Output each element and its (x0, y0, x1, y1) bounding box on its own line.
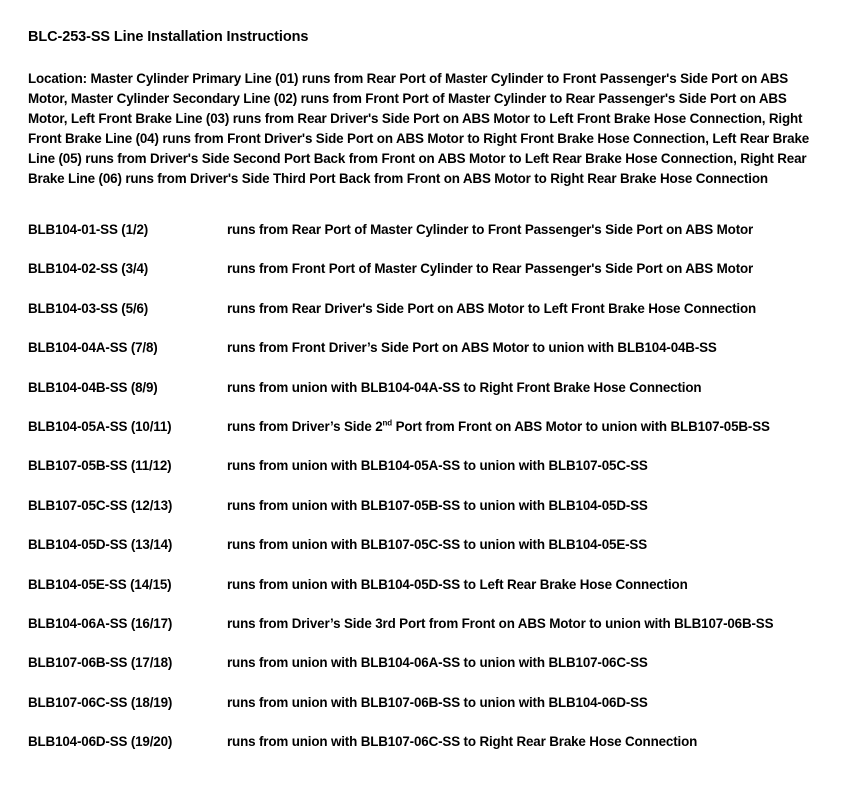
line-list (28, 220, 828, 771)
line-row (28, 417, 828, 456)
line-row (28, 535, 828, 574)
document-title: BLC-253-SS Line Installation Instructions (28, 29, 309, 45)
line-route: runs from union with BLB104-04A-SS to Right Front Brake Hose Connection (227, 379, 702, 395)
line-part-number: BLB107-05C-SS (12/13) (28, 497, 173, 513)
line-part-number: BLB104-05A-SS (10/11) (28, 418, 172, 434)
line-route: runs from Front Driver’s Side Port on ABS Motor to union with BLB104-04B-SS (227, 340, 717, 356)
line-part-number: BLB104-03-SS (5/6) (28, 300, 149, 316)
line-route: runs from Driver’s Side 3rd Port from Front on ABS Motor to union with BLB107-06B-SS (227, 615, 774, 631)
line-route: runs from Front Port of Master Cylinder to Rear Passenger's Side Port on ABS Motor (227, 261, 754, 277)
line-route: runs from Rear Driver's Side Port on ABS Motor to Left Front Brake Hose Connection (227, 300, 757, 316)
line-route: runs from Rear Port of Master Cylinder to Front Passenger's Side Port on ABS Motor (227, 222, 754, 237)
line-route: runs from union with BLB107-06B-SS to union with BLB104-06D-SS (227, 694, 648, 710)
line-row (28, 378, 828, 417)
line-row (28, 614, 828, 653)
line-route-ordinal-suffix: nd (382, 418, 392, 428)
line-part-number: BLB104-06A-SS (16/17) (28, 615, 173, 631)
line-part-number: BLB104-05E-SS (14/15) (28, 576, 172, 592)
line-route-end: Port from Front on ABS Motor to union with BLB107-05B-SS (392, 418, 770, 434)
document-page (28, 27, 828, 202)
line-part-number: BLB107-06C-SS (18/19) (28, 694, 173, 710)
line-part-number: BLB104-06D-SS (19/20) (28, 734, 173, 750)
line-row (28, 259, 828, 298)
line-part-number: BLB104-01-SS (1/2) (28, 222, 149, 237)
line-row (28, 456, 828, 495)
line-part-number: BLB104-02-SS (3/4) (28, 261, 149, 277)
line-route: runs from union with BLB104-05A-SS to union with BLB107-05C-SS (227, 458, 648, 474)
line-route-start: runs from Driver’s Side 2 (227, 418, 383, 434)
line-route: runs from union with BLB104-06A-SS to union with BLB107-06C-SS (227, 655, 648, 671)
line-route: runs from union with BLB104-05D-SS to Left Rear Brake Hose Connection (227, 576, 688, 592)
line-row (28, 693, 828, 732)
line-row (28, 653, 828, 692)
line-route: runs from union with BLB107-05C-SS to union with BLB104-05E-SS (227, 537, 647, 553)
line-part-number: BLB107-06B-SS (17/18) (28, 655, 173, 671)
line-row (28, 496, 828, 535)
line-route: runs from union with BLB107-06C-SS to Right Rear Brake Hose Connection (227, 734, 698, 750)
line-row (28, 338, 828, 377)
line-route: runs from union with BLB107-05B-SS to union with BLB104-05D-SS (227, 497, 648, 513)
line-part-number: BLB104-04B-SS (8/9) (28, 379, 158, 395)
line-part-number: BLB104-05D-SS (13/14) (28, 537, 173, 553)
line-part-number: BLB107-05B-SS (11/12) (28, 458, 172, 474)
line-row (28, 299, 828, 338)
location-paragraph: Location: Master Cylinder Primary Line (01) runs from Rear Port of Master Cylinder to Front Passenger's Side Port on ABS Motor, Master Cylinder Secondary Line (02) runs from Front Port of Master Cylinder to Rear Passenger's Side Port on ABS Motor, Left Front Brake Line (03) runs from Rear Driver's Side Port on ABS Motor to Left Front Brake Hose Connection, Right Front Brake Line (04) runs from Front Driver's Side Port on ABS Motor to Right Front Brake Hose Connection, Left Rear Brake Line (05) runs from Driver's Side Second Port Back from Front on ABS Motor to Left Rear Brake Hose Connection, Right Rear Brake Line (06) runs from Driver's Side Third Port Back from Front on ABS Motor to Right Rear Brake Hose Connection (28, 71, 810, 186)
line-row (28, 220, 828, 259)
line-row (28, 732, 828, 771)
line-row (28, 575, 828, 614)
line-part-number: BLB104-04A-SS (7/8) (28, 340, 158, 356)
line-route (227, 417, 770, 437)
